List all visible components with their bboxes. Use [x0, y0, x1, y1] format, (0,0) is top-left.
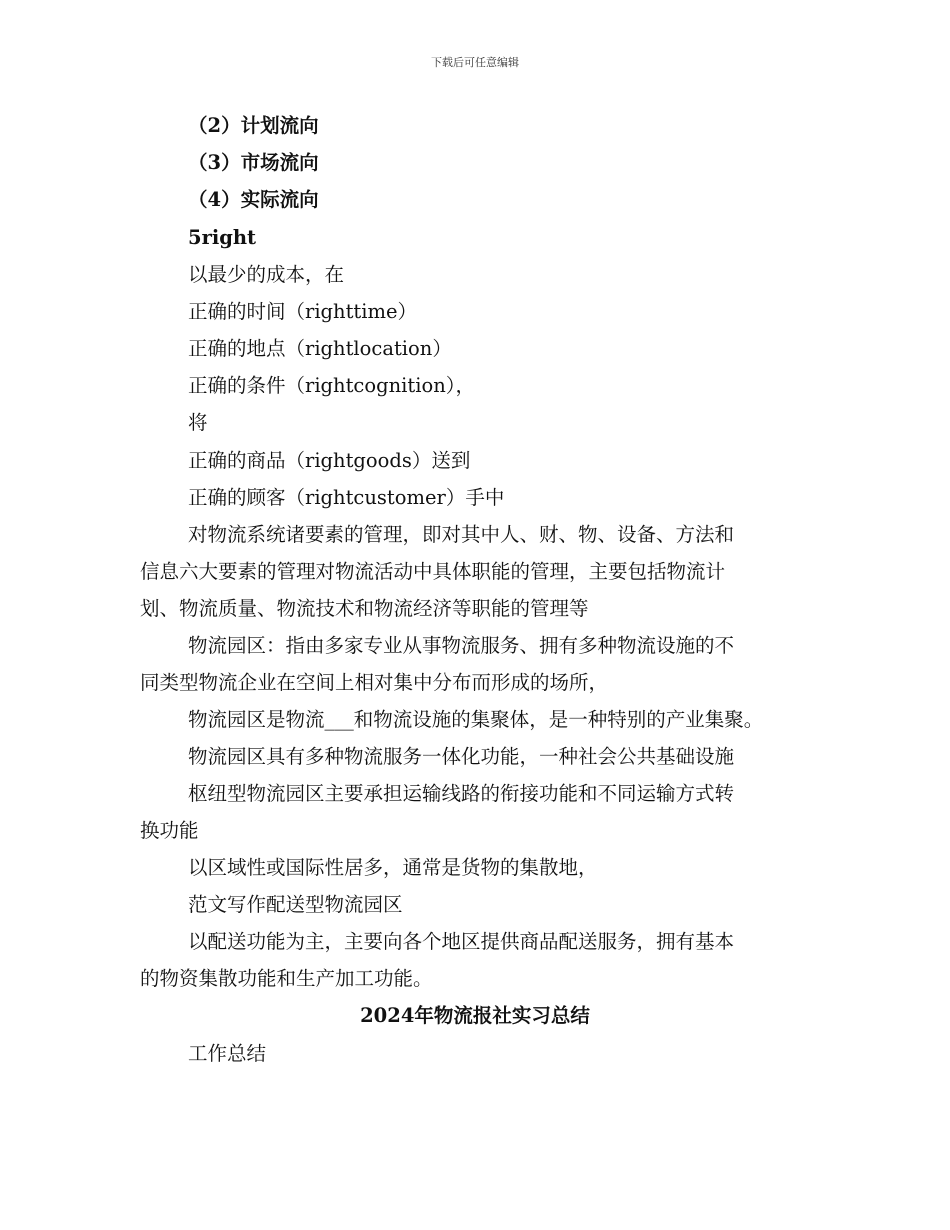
- heading-market-flow: （3）市场流向: [188, 151, 319, 174]
- paragraph-line: 换功能: [140, 819, 199, 842]
- text-line: 以最少的成本，在: [188, 263, 345, 286]
- text-line: 正确的条件（rightcognition），: [188, 374, 475, 397]
- text-line: 将: [188, 411, 208, 434]
- paragraph-line: 物流园区具有多种物流服务一体化功能，一种社会公共基础设施: [188, 745, 735, 768]
- section-title: 2024年物流报社实习总结: [360, 1004, 590, 1027]
- subheading: 工作总结: [188, 1042, 267, 1065]
- text-line: 正确的地点（rightlocation）: [188, 337, 452, 360]
- paragraph-line: 同类型物流企业在空间上相对集中分布而形成的场所，: [140, 671, 609, 694]
- paragraph-line: 划、物流质量、物流技术和物流经济等职能的管理等: [140, 597, 589, 620]
- paragraph-line: 信息六大要素的管理对物流活动中具体职能的管理，主要包括物流计: [140, 560, 726, 583]
- paragraph-line: 枢纽型物流园区主要承担运输线路的衔接功能和不同运输方式转: [188, 782, 735, 805]
- page-header: 下载后可任意编辑: [431, 56, 519, 69]
- paragraph-line: 以配送功能为主，主要向各个地区提供商品配送服务，拥有基本: [188, 930, 735, 953]
- text-line: 正确的商品（rightgoods）送到: [188, 449, 471, 472]
- heading-actual-flow: （4）实际流向: [188, 188, 319, 211]
- heading-plan-flow: （2）计划流向: [188, 114, 319, 137]
- paragraph-line: 对物流系统诸要素的管理，即对其中人、财、物、设备、方法和: [188, 523, 735, 546]
- text-line: 正确的顾客（rightcustomer）手中: [188, 486, 505, 509]
- paragraph-line: 物流园区是物流___和物流设施的集聚体，是一种特别的产业集聚。: [188, 708, 764, 731]
- paragraph-line: 的物资集散功能和生产加工功能。: [140, 967, 433, 990]
- paragraph-line: 范文写作配送型物流园区: [188, 893, 403, 916]
- heading-5right: 5right: [188, 226, 257, 249]
- paragraph-line: 物流园区：指由多家专业从事物流服务、拥有多种物流设施的不: [188, 634, 735, 657]
- text-line: 正确的时间（righttime）: [188, 300, 418, 323]
- paragraph-line: 以区域性或国际性居多，通常是货物的集散地，: [188, 856, 598, 879]
